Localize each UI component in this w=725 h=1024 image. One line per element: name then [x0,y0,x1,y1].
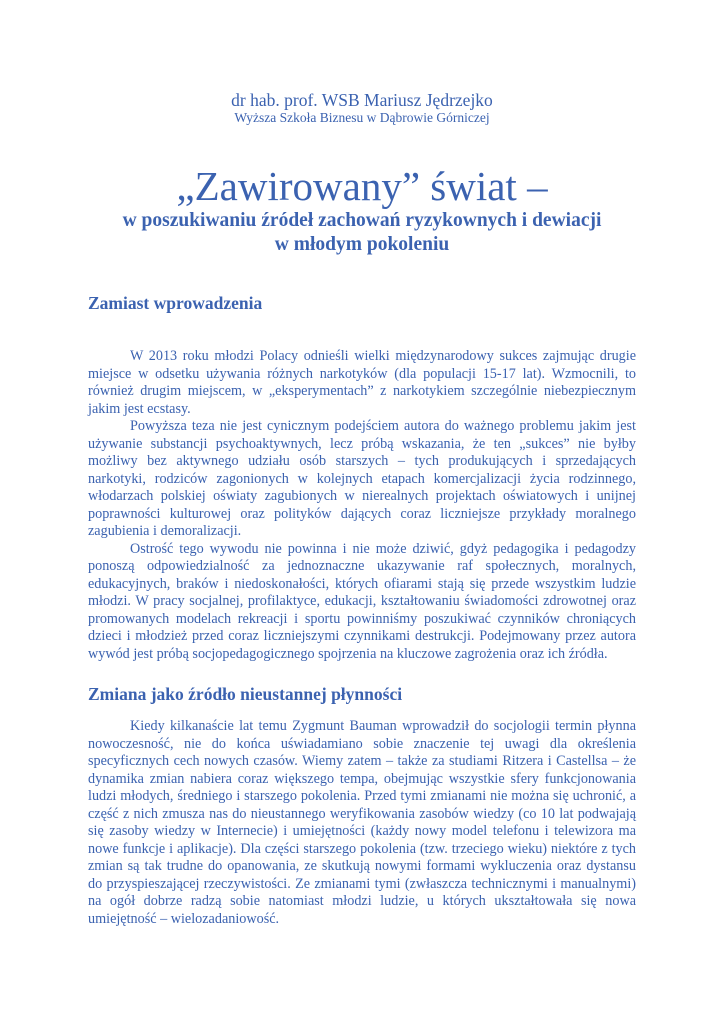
section-intro-body [88,348,636,663]
paragraph: Ostrość tego wywodu nie powinna i nie może dziwić, gdyż pedagogika i pedagodzy ponoszą odpowiedzialność za jednoznaczne ukazywanie raf społecznych, moralnych, edukacyjnych, braków i niedoskonałości, których ofiarami stają się przede wszystkim ludzie młodzi. W pracy socjalnej, profilaktyce, edukacji, kształtowaniu świadomości zdrowotnej oraz promowanych modelach rekreacji i sportu powinniśmy poszukiwać czynników chroniących dzieci i młodzież przed coraz liczniejszymi czynnikami destrukcji. Podejmowany przez autora wywód jest próbą socjopedagogicznego spojrzenia na kluczowe zagrożenia oraz ich źródła. [88,540,636,662]
section-heading-intro: Zamiast wprowadzenia [88,293,263,313]
paragraph: W 2013 roku młodzi Polacy odnieśli wielki międzynarodowy sukces zajmując drugie miejsce w odsetku używania różnych narkotyków (dla populacji 15-17 lat). Wzmocnili, to również drugim miejscem, w „eksperymentach” z narkotykiem szczególnie niebezpiecznym jakim jest ecstasy. [88,348,636,417]
subtitle-line-2: w młodym pokoleniu [274,234,450,255]
document-subtitle [88,209,636,257]
section-heading-change: Zmiana jako źródło nieustannej płynności [88,684,403,704]
paragraph: Powyższa teza nie jest cynicznym podejściem autora do ważnego problemu jakim jest używanie substancji psychoaktywnych, lecz próbą wskazania, że ten „sukces” nie byłby możliwy bez aktywnego udziału osób starszych – tych produkujących i sprzedających narkotyki, rodziców zagonionych w kolejnych etapach komercjalizacji życia rodzinnego, włodarzach polskiej oświaty zagubionych w nierealnych projektach oświatowych i unijnej poprawności kulturowej oraz polityków dających coraz liczniejsze przykłady moralnego zagubienia i demoralizacji. [88,418,636,539]
subtitle-line-1: w poszukiwaniu źródeł zachowań ryzykownych i dewiacji [122,210,602,231]
author-affiliation: Wyższa Szkoła Biznesu w Dąbrowie Górniczej [234,110,490,125]
paragraph: Kiedy kilkanaście lat temu Zygmunt Bauman wprowadził do socjologii termin płynna nowoczesność, nie do końca uświadamiano sobie znaczenie tej uwagi dla określenia specyficznych cech nowych czasów. Wiemy zatem – także za studiami Ritzera i Castellsa – że dynamika zmian nabiera coraz większego tempa, obejmując wszystkie sfery funkcjonowania ludzi młodych, średniego i starszego pokolenia. Przed tymi zmianami nie można się uchronić, a część z nich zmusza nas do nieustannego weryfikowania zasobów wiedzy (co 10 lat podwajają się zasoby wiedzy w Internecie) i umiejętności (każdy nowy model telefonu i telewizora ma nowe funkcje i aplikacje). Dla części starszego pokolenia (tzw. trzeciego wieku) niektóre z tych zmian są tak trudne do opanowania, ze skutkują nowymi formami wykluczenia oraz dystansu do przyspieszającej rzeczywistości. Ze zmianami tymi (zwłaszcza technicznymi i manualnymi) na ogół dobrze radzą sobie natomiast młodzi ludzie, u których ukształtowała się nowa umiejętność – wielozadaniowość. [88,718,636,927]
document-title: „Zawirowany” świat – [176,163,548,209]
section-change-body [88,718,636,928]
author-name: dr hab. prof. WSB Mariusz Jędrzejko [231,90,493,110]
